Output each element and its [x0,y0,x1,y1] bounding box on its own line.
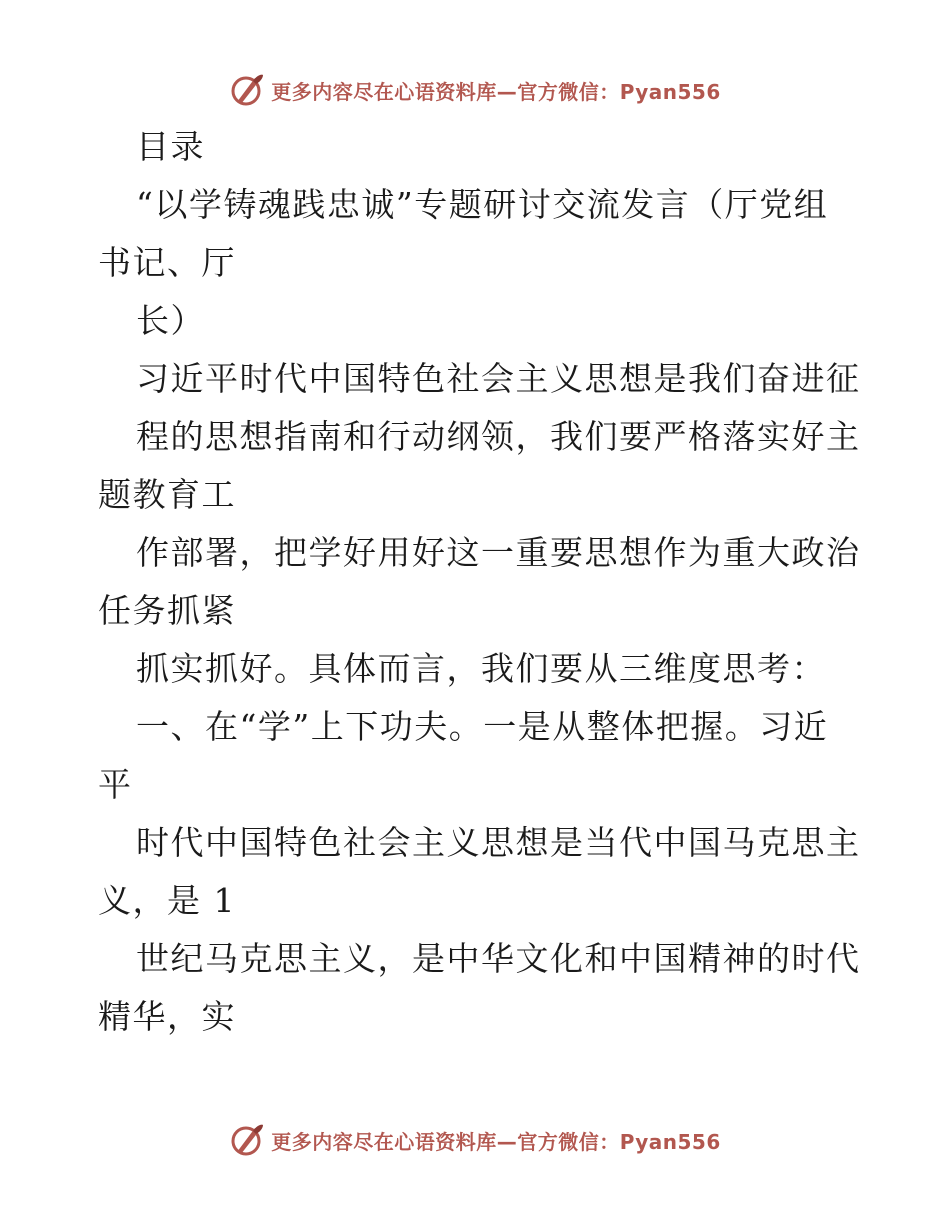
doc-line: 作部署，把学好用好这一重要思想作为重大政治 [136,533,861,572]
doc-line: 目录 [136,127,205,166]
quill-pen-logo-icon [229,72,265,108]
header-banner [0,70,950,110]
doc-line: 时代中国特色社会主义思想是当代中国马克思主 [136,823,861,862]
doc-line: 题教育工 [98,475,236,514]
header-banner-text: 更多内容尽在心语资料库—官方微信：Pyan556 [271,79,721,104]
doc-line: 精华，实 [98,997,236,1036]
doc-line: 义，是 1 [98,881,236,920]
doc-line: 一、在“学”上下功夫。一是从整体把握。习近 [136,707,829,746]
footer-banner-text: 更多内容尽在心语资料库—官方微信：Pyan556 [271,1129,721,1154]
quill-pen-logo-icon [229,1122,265,1158]
document-body [98,118,861,1046]
doc-line: 书记、厅 [98,243,236,282]
doc-line: 世纪马克思主义，是中华文化和中国精神的时代 [136,939,861,978]
doc-line: 抓实抓好。具体而言，我们要从三维度思考： [136,649,826,688]
footer-banner [0,1120,950,1160]
doc-line: 习近平时代中国特色社会主义思想是我们奋进征 [136,359,861,398]
doc-line: 长） [136,301,205,340]
doc-line: 平 [98,765,133,804]
doc-line: 任务抓紧 [98,591,236,630]
doc-line: “以学铸魂践忠诚”专题研讨交流发言（厅党组 [136,185,829,224]
doc-line: 程的思想指南和行动纲领，我们要严格落实好主 [136,417,861,456]
